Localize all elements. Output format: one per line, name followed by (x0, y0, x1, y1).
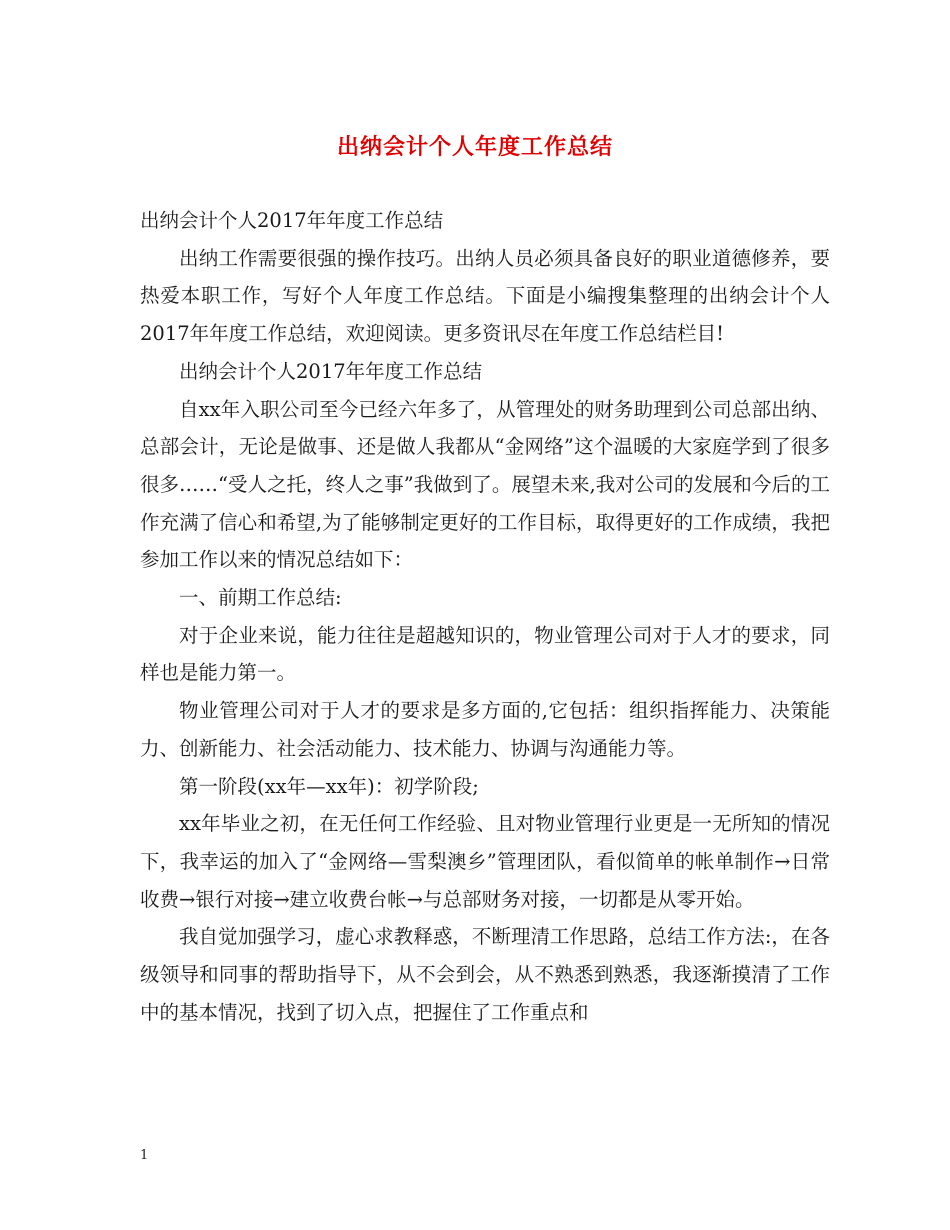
paragraph: 自xx年入职公司至今已经六年多了，从管理处的财务助理到公司总部出纳、总部会计，无论是做事、还是做人我都从“金网络”这个温暖的大家庭学到了很多很多……“受人之托，终人之事”我做到了。展望未来,我对公司的发展和今后的工作充满了信心和希望,为了能够制定更好的工作目标，取得更好的工作成绩，我把参加工作以来的情况总结如下： (140, 397, 830, 572)
paragraph: 一、前期工作总结: (179, 586, 342, 610)
paragraph: xx年毕业之初，在无任何工作经验、且对物业管理行业更是一无所知的情况下，我幸运的加入了“金网络—雪梨澳乡”管理团队，看似简单的帐单制作→日常收费→银行对接→建立收费台帐→与总部财务对接，一切都是从零开始。 (140, 812, 830, 911)
paragraph: 出纳会计个人2017年年度工作总结 (179, 359, 483, 383)
paragraph: 我自觉加强学习，虚心求教释惑，不断理清工作思路，总结工作方法:，在各级领导和同事的帮助指导下，从不会到会，从不熟悉到熟悉，我逐渐摸清了工作中的基本情况，找到了切入点，把握住了工作重点和 (140, 925, 830, 1024)
paragraph: 出纳工作需要很强的操作技巧。出纳人员必须具备良好的职业道德修养，要热爱本职工作，写好个人年度工作总结。下面是小编搜集整理的出纳会计个人2017年年度工作总结，欢迎阅读。更多资讯尽在年度工作总结栏目! (140, 246, 830, 346)
paragraph: 对于企业来说，能力往往是超越知识的，物业管理公司对于人才的要求，同样也是能力第一。 (140, 623, 830, 685)
paragraph: 出纳会计个人2017年年度工作总结 (140, 209, 444, 232)
paragraph: 第一阶段(xx年—xx年)：初学阶段; (179, 774, 479, 798)
document-body (140, 202, 830, 1031)
page-number: 1 (140, 1148, 149, 1163)
document-title: 出纳会计个人年度工作总结 (336, 135, 613, 160)
paragraph: 物业管理公司对于人才的要求是多方面的,它包括：组织指挥能力、决策能力、创新能力、社会活动能力、技术能力、协调与沟通能力等。 (140, 699, 830, 760)
